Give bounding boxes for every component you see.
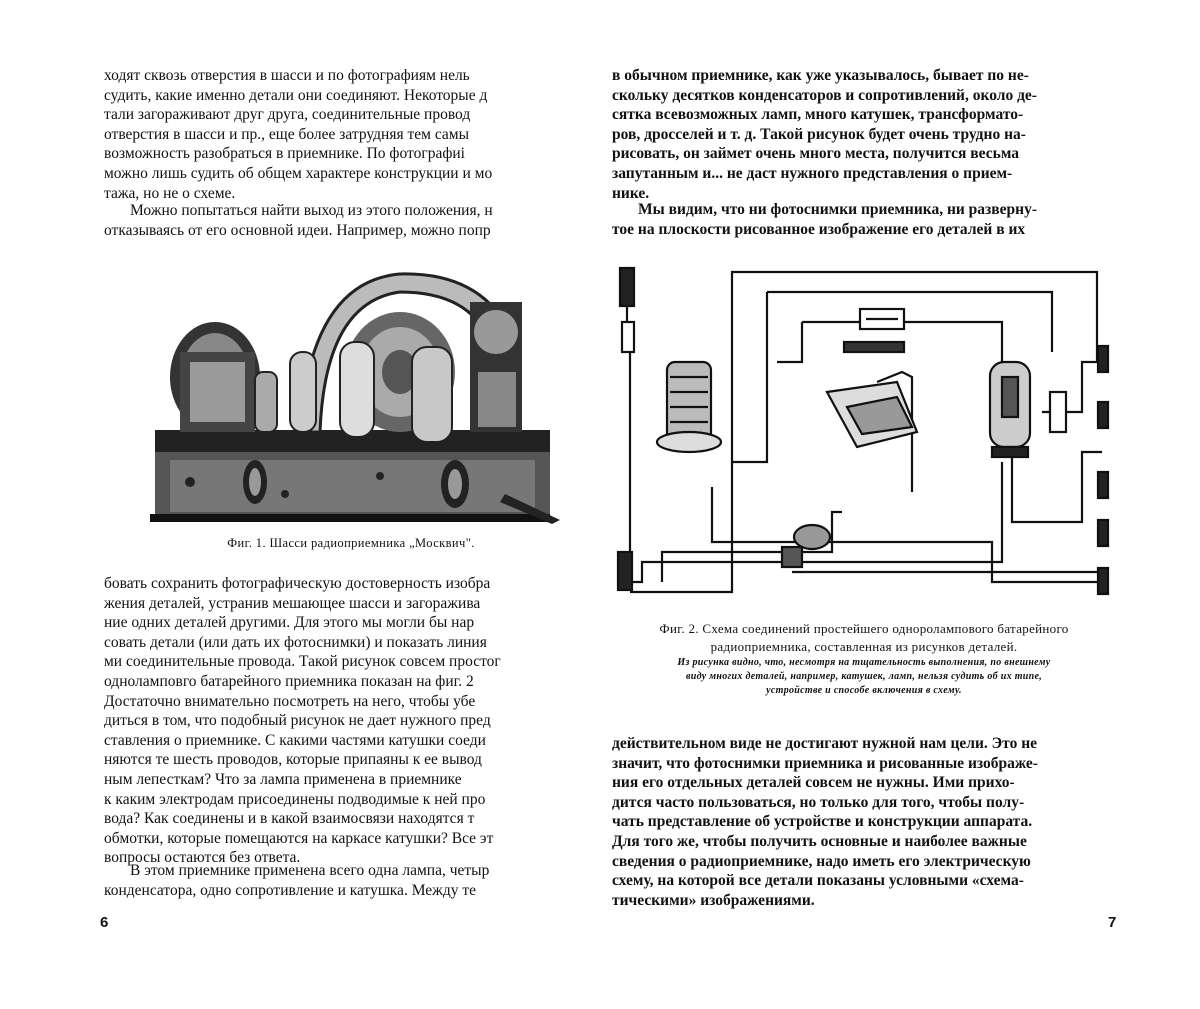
text-line: в обычном приемнике, как уже указывалось, бывает по не- — [612, 67, 1029, 84]
figure-2-wiring-diagram — [612, 262, 1118, 612]
text-line: В этом приемнике применена всего одна лампа, четыр — [130, 862, 490, 879]
page-number-right: 7 — [1108, 914, 1117, 931]
text-line: нике. — [612, 184, 650, 202]
figure-2-caption-line-1: Фиг. 2. Схема соединений простейшего одноролампового батарейного — [659, 621, 1069, 636]
text-line: няются те шесть проводов, которые припаяны к ее вывод — [104, 751, 482, 769]
text-line: схему, на которой все детали показаны условными «схема- — [612, 872, 1024, 890]
right-second-paragraph — [612, 200, 1117, 239]
text-line: бовать сохранить фотографическую достоверность изобра — [104, 575, 491, 592]
text-line: тажа, но не о схеме. — [104, 184, 236, 202]
text-line: тое на плоскости рисованное изображение его деталей в их — [612, 220, 1026, 238]
text-line: диться в том, что подобный рисунок не дает нужного пред — [104, 712, 491, 730]
text-line: вопросы остаются без ответа. — [104, 849, 301, 867]
left-bottom-paragraph — [104, 574, 598, 868]
right-top-paragraph — [612, 66, 1117, 203]
text-line: дится часто пользоваться, но только для того, чтобы полу- — [612, 793, 1025, 811]
text-line: судить, какие именно детали они соединяют. Некоторые д — [104, 86, 488, 104]
page-number-left: 6 — [100, 914, 109, 931]
text-line: вода? Как соединены и в какой взаимосвязи находятся т — [104, 810, 475, 828]
text-line: скольку десятков конденсаторов и сопротивлений, около де- — [612, 86, 1037, 104]
figure-2-note-line-2: виду многих деталей, например, катушек, ламп, нельзя судить об их типе, — [685, 671, 1043, 682]
text-line: тическими» изображениями. — [612, 891, 815, 909]
text-line: ния его отдельных деталей совсем не нужны. Ими прихо- — [612, 774, 1015, 792]
text-line: запутанным и... не даст нужного представления о прием- — [612, 164, 1013, 182]
text-line: ставления о приемнике. С какими частями катушки соеди — [104, 731, 486, 749]
text-line: отказываясь от его основной идеи. Например, можно попр — [104, 221, 491, 239]
text-line: рисовать, он займет очень много места, получится весьма — [612, 145, 1020, 163]
text-line: сятка всевозможных ламп, много катушек, трансформато- — [612, 106, 1024, 124]
figure-2-note-line-3: устройстве и способе включения в схему. — [766, 685, 962, 696]
text-line: ров, дросселей и т. д. Такой рисунок будет очень трудно на- — [612, 125, 1026, 143]
text-line: ходят сквозь отверстия в шасси и по фотографиям нель — [104, 67, 470, 84]
text-line: совать детали (или дать их фотоснимки) и показать линия — [104, 633, 487, 651]
text-line: возможность разобраться в приемнике. По фотографиі — [104, 145, 465, 163]
left-top-paragraph — [104, 66, 598, 203]
text-line: Для того же, чтобы получить основные и наиболее важные — [612, 832, 1027, 850]
text-line: ми соединительные провода. Такой рисунок совсем простог — [104, 653, 501, 671]
text-line: отверстия в шасси и пр., еще более затрудняя тем самы — [104, 125, 469, 143]
text-line: обмотки, которые помещаются на каркасе катушки? Все эт — [104, 829, 494, 847]
figure-2-note — [608, 656, 1120, 698]
text-line: ным лепесткам? Что за лампа применена в приемнике — [104, 770, 462, 788]
text-line: тали загораживают друг друга, соединительные провод — [104, 106, 471, 124]
figure-1-caption: Фиг. 1. Шасси радиоприемника „Москвич". — [227, 536, 475, 550]
left-second-paragraph — [104, 201, 598, 240]
text-line: сведения о радиоприемнике, надо иметь его электрическую — [612, 852, 1031, 870]
figure-2-caption-line-2: радиоприемника, составленная из рисунков деталей. — [710, 639, 1018, 654]
text-line: Мы видим, что ни фотоснимки приемника, ни разверну- — [638, 201, 1037, 218]
text-line: можно лишь судить об общем характере конструкции и мо — [104, 164, 493, 182]
figure-2-note-line-1: Из рисунка видно, что, несмотря на тщательность выполнения, по внешнему — [677, 657, 1051, 668]
text-line: действительном виде не достигают нужной нам цели. Это не — [612, 735, 1038, 752]
left-last-paragraph — [104, 861, 598, 900]
text-line: значит, что фотоснимки приемника и рисованные изображе- — [612, 754, 1038, 772]
text-line: Достаточно внимательно посмотреть на него, чтобы убе — [104, 692, 476, 710]
text-line: чать представление об устройстве и конструкции аппарата. — [612, 813, 1033, 831]
text-line: конденсатора, одно сопротивление и катушка. Между те — [104, 881, 477, 899]
figure-1-chassis-illustration — [150, 262, 570, 524]
text-line: жения деталей, устранив мешающее шасси и загоражива — [104, 594, 481, 612]
text-line: ние одних деталей другими. Для этого мы могли бы нар — [104, 614, 475, 632]
text-line: к каким электродам присоединены подводимые к ней про — [104, 790, 486, 808]
text-line: Можно попытаться найти выход из этого положения, н — [130, 202, 493, 219]
figure-2-caption — [608, 620, 1120, 656]
text-line: одноламповго батарейного приемника показан на фиг. 2 — [104, 672, 474, 690]
right-bottom-paragraph — [612, 734, 1117, 910]
